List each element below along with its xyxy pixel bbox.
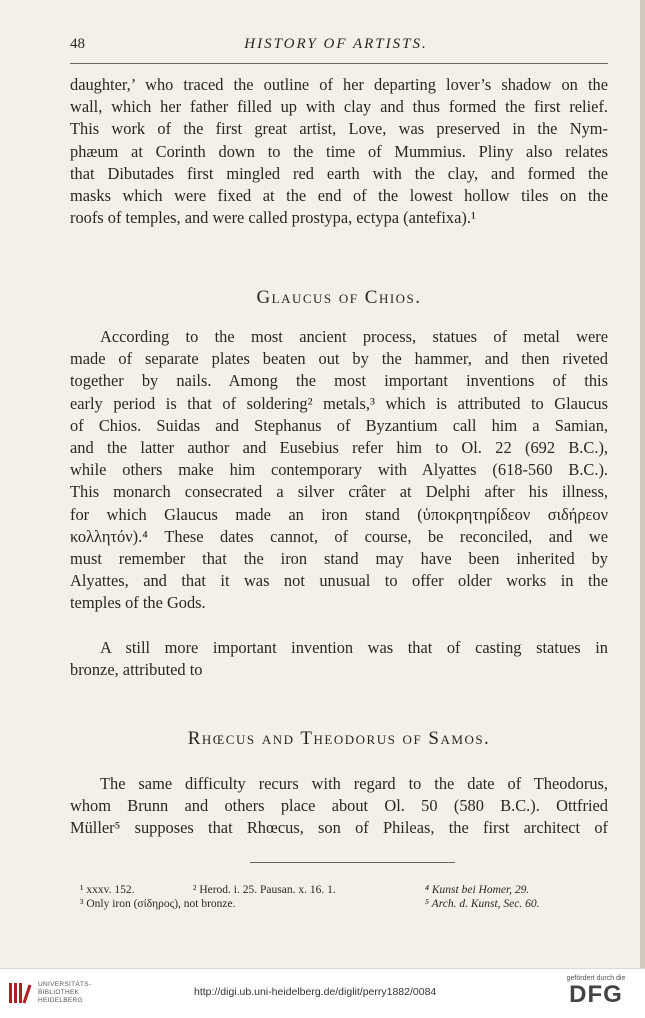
text-line: masks which were fixed at the end of the lowest hollow tiles on the [70, 186, 608, 206]
permalink-url[interactable]: http://digi.ub.uni-heidelberg.de/diglit/perry1882/0084 [194, 986, 437, 998]
text-line: bronze, attributed to [70, 660, 203, 680]
text-line: temples of the Gods. [70, 593, 206, 613]
text-line: while others make him contemporary with Alyattes (618-560 B.C.). [70, 460, 608, 480]
paragraph-3 [70, 637, 608, 681]
funder-note: gefördert durch die [566, 975, 626, 982]
header-rule [70, 63, 608, 64]
text-line: The same difficulty recurs with regard to the date of Theodorus, [100, 774, 608, 793]
library-name-line: BIBLIOTHEK [38, 989, 80, 996]
text-line: whom Brunn and others place about Ol. 50 (580 B.C.). Ottfried [70, 796, 608, 816]
page-number: 48 [70, 36, 85, 52]
text-line: This monarch consecrated a silver crâter at Delphi after his illness, [70, 482, 608, 502]
section-heading-rhoecus: Rhœcus and Theodorus of Samos. [187, 728, 491, 749]
text-line: must remember that the iron stand may have been inherited by [70, 549, 608, 569]
dfg-wordmark: DFG [569, 981, 623, 1008]
running-title: HISTORY OF ARTISTS. [244, 36, 428, 52]
text-line: phæum at Corinth down to the time of Mummius. Pliny also relates [70, 141, 608, 161]
section-heading-glaucus: Glaucus of Chios. [256, 287, 422, 308]
text-line: early period is that of soldering² metals,³ which is attributed to Glaucus [70, 393, 608, 413]
paragraph-2 [70, 326, 608, 615]
text-line: According to the most ancient process, statues of metal were [100, 327, 608, 346]
library-name [38, 981, 91, 1005]
library-name-line: HEIDELBERG [38, 997, 83, 1004]
footnote-rule [250, 862, 455, 863]
footnote-5: ⁵ Arch. d. Kunst, Sec. 60. [425, 898, 540, 910]
paragraph-4 [70, 773, 608, 840]
text-line: made of separate plates beaten out by the hammer, and then riveted [70, 349, 608, 369]
text-line: for which Glaucus made an iron stand (ὑποκρητηρίδεον σιδήρεον [70, 504, 608, 524]
footnote-2: ² Herod. i. 25. Pausan. x. 16. 1. [193, 884, 336, 896]
text-line: κολλητόν).⁴ These dates cannot, of course, be reconciled, and we [70, 526, 608, 546]
library-emblem-icon [8, 981, 32, 1005]
viewer-footer [0, 968, 645, 1018]
text-line: A still more important invention was that of casting statues in [100, 638, 608, 657]
running-header [70, 36, 602, 60]
text-line: together by nails. Among the most important inventions of this [70, 371, 608, 391]
text-line: This work of the first great artist, Love, was preserved in the Nym- [70, 119, 608, 139]
text-line: daughter,’ who traced the outline of her departing lover’s shadow on the [70, 75, 608, 94]
text-line: wall, which her father filled up with clay and thus formed the first relief. [70, 97, 608, 117]
university-library-logo[interactable] [8, 981, 91, 1005]
text-line: that Dibutades first mingled red earth with the clay, and formed the [70, 163, 608, 183]
footnote-3: ³ Only iron (σίδηρος), not bronze. [80, 898, 236, 910]
text-line: Müller⁵ supposes that Rhœcus, son of Phileas, the first architect of [70, 818, 608, 838]
text-line: and the latter author and Eusebius refer him to Ol. 22 (692 B.C.), [70, 438, 608, 458]
dfg-funder-logo[interactable] [561, 975, 631, 1008]
footnote-1: ¹ xxxv. 152. [80, 884, 135, 896]
library-name-line: UNIVERSITÄTS- [38, 981, 92, 988]
footnote-4: ⁴ Kunst bei Homer, 29. [425, 884, 530, 896]
paragraph-1 [70, 74, 608, 229]
text-line: of Chios. Suidas and Stephanus of Byzantium call him a Samian, [70, 415, 608, 435]
text-line: Alyattes, and that it was not unusual to offer older works in the [70, 571, 608, 591]
page-edge-shadow [640, 0, 645, 968]
text-line: roofs of temples, and were called prostypa, ectypa (antefixa).¹ [70, 208, 476, 228]
